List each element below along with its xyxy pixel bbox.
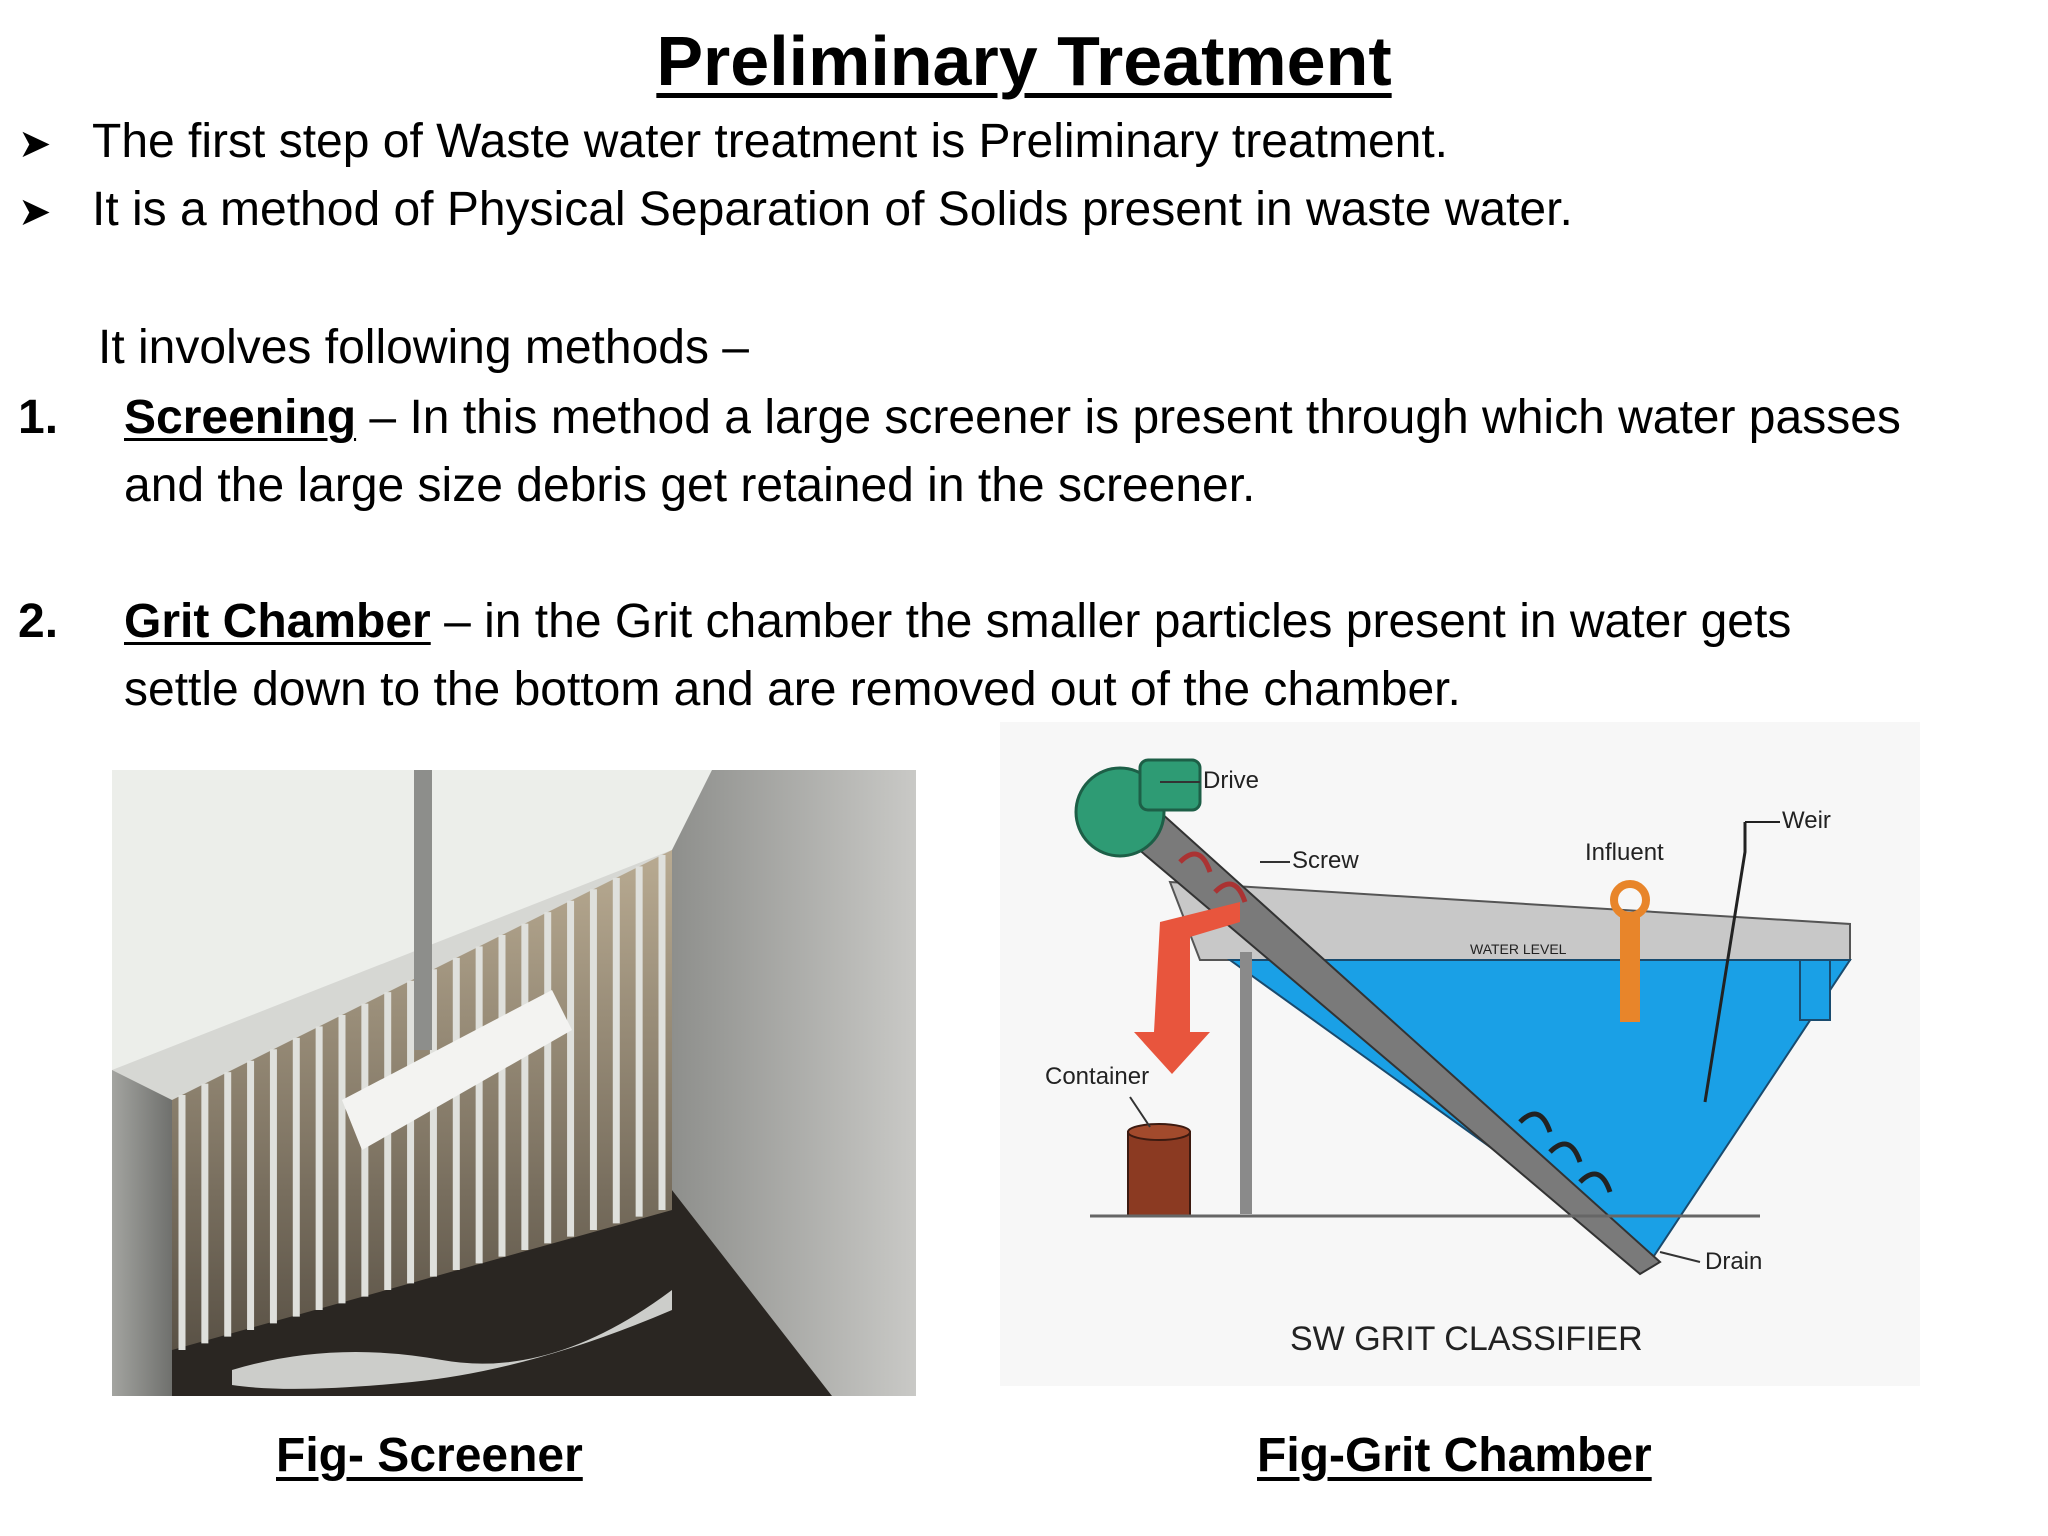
bullet-text: It is a method of Physical Separation of Solids present in waste water. [92, 183, 1573, 236]
influent-label: Influent [1585, 839, 1664, 866]
method-line: and the large size debris get retained in the screener. [124, 459, 1256, 512]
figure-caption-screener: Fig- Screener [276, 1429, 583, 1482]
drive-label: Drive [1203, 767, 1260, 794]
method-number: 2. [18, 595, 59, 648]
bullet-text: The first step of Waste water treatment is Preliminary treatment. [92, 115, 1448, 168]
figure-caption-grit-chamber: Fig-Grit Chamber [1257, 1429, 1652, 1482]
methods-intro: It involves following methods – [98, 321, 749, 374]
method-term: Screening [124, 391, 357, 444]
method-number: 1. [18, 391, 59, 444]
container-label: Container [1045, 1063, 1150, 1090]
bullet-item [18, 112, 1448, 174]
weir-label: Weir [1782, 807, 1831, 834]
method-line: settle down to the bottom and are removed out of the chamber. [124, 663, 1461, 716]
screw-label: Screw [1292, 847, 1359, 874]
method-line [124, 588, 2048, 656]
method-description: – In this method a large screener is present through which water passes [356, 391, 1901, 444]
arrow-bullet-icon: ➤ [18, 122, 52, 166]
drain-label: Drain [1705, 1248, 1763, 1275]
method-description: – in the Grit chamber the smaller particles present in water gets [430, 595, 1792, 648]
method-body [124, 384, 2048, 520]
bullet-item [18, 180, 1573, 242]
water-level-label: WATER LEVEL [1470, 941, 1567, 957]
method-term: Grit Chamber [124, 595, 431, 648]
screener-photo [112, 770, 916, 1396]
method-body [124, 588, 2048, 724]
diagram-title: SW GRIT CLASSIFIER [1290, 1320, 1643, 1358]
grit-chamber-diagram [1000, 722, 1920, 1386]
method-line [124, 384, 2048, 452]
slide-title: Preliminary Treatment [656, 22, 1392, 100]
arrow-bullet-icon: ➤ [18, 190, 52, 234]
